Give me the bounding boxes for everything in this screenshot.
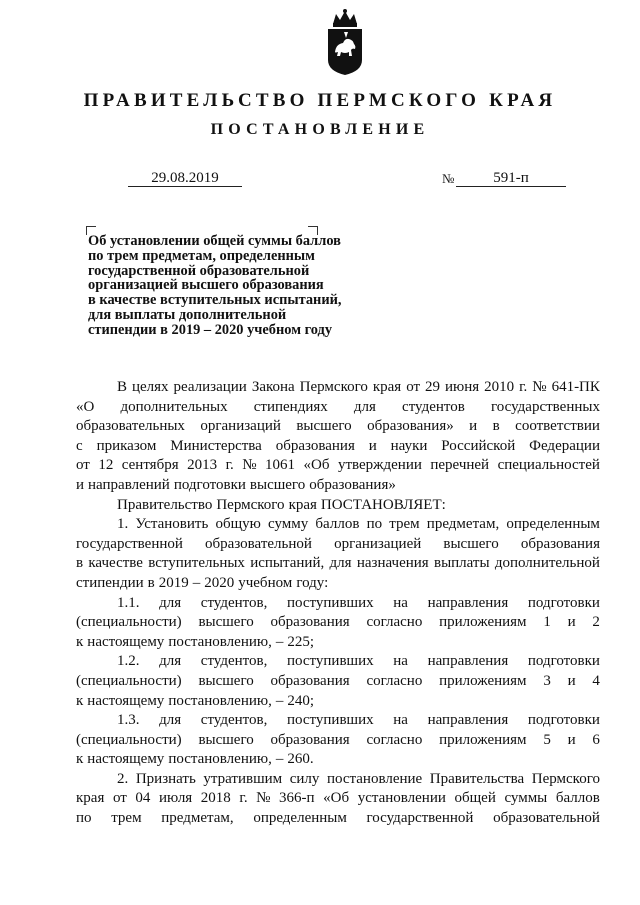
title-line: организацией высшего образования: [88, 277, 324, 294]
body-line: и направлений подготовки высшего образования»: [76, 476, 396, 493]
body-line: к настоящему постановлению, – 260.: [76, 751, 314, 768]
document-date: 29.08.2019: [128, 170, 242, 187]
body-line: к настоящему постановлению, – 225;: [76, 633, 315, 650]
body-line: В целях реализации Закона Пермского края от 29 июня 2010 г. № 641-ПК: [117, 379, 600, 395]
title-line: государственной образовательной: [88, 262, 310, 279]
title-line: по трем предметам, определенным: [88, 247, 315, 264]
body-line: в качестве вступительных испытаний, для назначения выплаты дополнительной: [76, 555, 600, 572]
title-line: стипендии в 2019 – 2020 учебном году: [88, 321, 333, 338]
title-line: в качестве вступительных испытаний,: [88, 292, 342, 309]
body-line: (специальности) высшего образования согласно приложениям 5 и 6: [76, 731, 600, 748]
document-number: 591-п: [456, 170, 566, 187]
body-line: с приказом Министерства образования и науки Российской Федерации: [76, 437, 600, 454]
title-line: Об установлении общей суммы баллов: [88, 233, 341, 249]
body-line: 1. Установить общую сумму баллов по трем предметам, определенным: [117, 516, 600, 533]
body-line: 2. Признать утратившим силу постановление Правительства Пермского: [117, 770, 600, 787]
body-line: от 12 сентября 2013 г. № 1061 «Об утверждении перечней специальностей: [76, 457, 600, 474]
perm-krai-coat-of-arms-icon: [324, 8, 366, 76]
body-line: 1.1. для студентов, поступивших на направления подготовки: [117, 594, 600, 611]
body-line: 1.2. для студентов, поступивших на направления подготовки: [117, 653, 600, 670]
title-line: для выплаты дополнительной: [88, 306, 287, 323]
body-line: к настоящему постановлению, – 240;: [76, 692, 315, 709]
body-line: стипендии в 2019 – 2020 учебном году:: [76, 574, 329, 591]
document-type: ПОСТАНОВЛЕНИЕ: [210, 121, 430, 138]
body-line: государственной образовательной организацией высшего образования: [76, 535, 600, 552]
body-line: края от 04 июля 2018 г. № 366-п «Об установлении общей суммы баллов: [76, 790, 600, 807]
body-line: образовательных организаций высшего образования» и в соответствии: [76, 418, 600, 435]
body-line: Правительство Пермского края ПОСТАНОВЛЯЕТ:: [117, 496, 446, 513]
document-title: [88, 234, 388, 338]
body-line: по трем предметам, определенным государственной образовательной: [76, 810, 600, 827]
body-line: «О дополнительных стипендиях для студентов государственных: [76, 398, 600, 415]
number-label: №: [442, 171, 455, 186]
body-line: 1.3. для студентов, поступивших на направления подготовки: [117, 712, 600, 729]
body-line: (специальности) высшего образования согласно приложениям 3 и 4: [76, 672, 600, 689]
organization-name: ПРАВИТЕЛЬСТВО ПЕРМСКОГО КРАЯ: [83, 90, 557, 111]
body-line: (специальности) высшего образования согласно приложениям 1 и 2: [76, 614, 600, 631]
document-body: [76, 378, 600, 829]
